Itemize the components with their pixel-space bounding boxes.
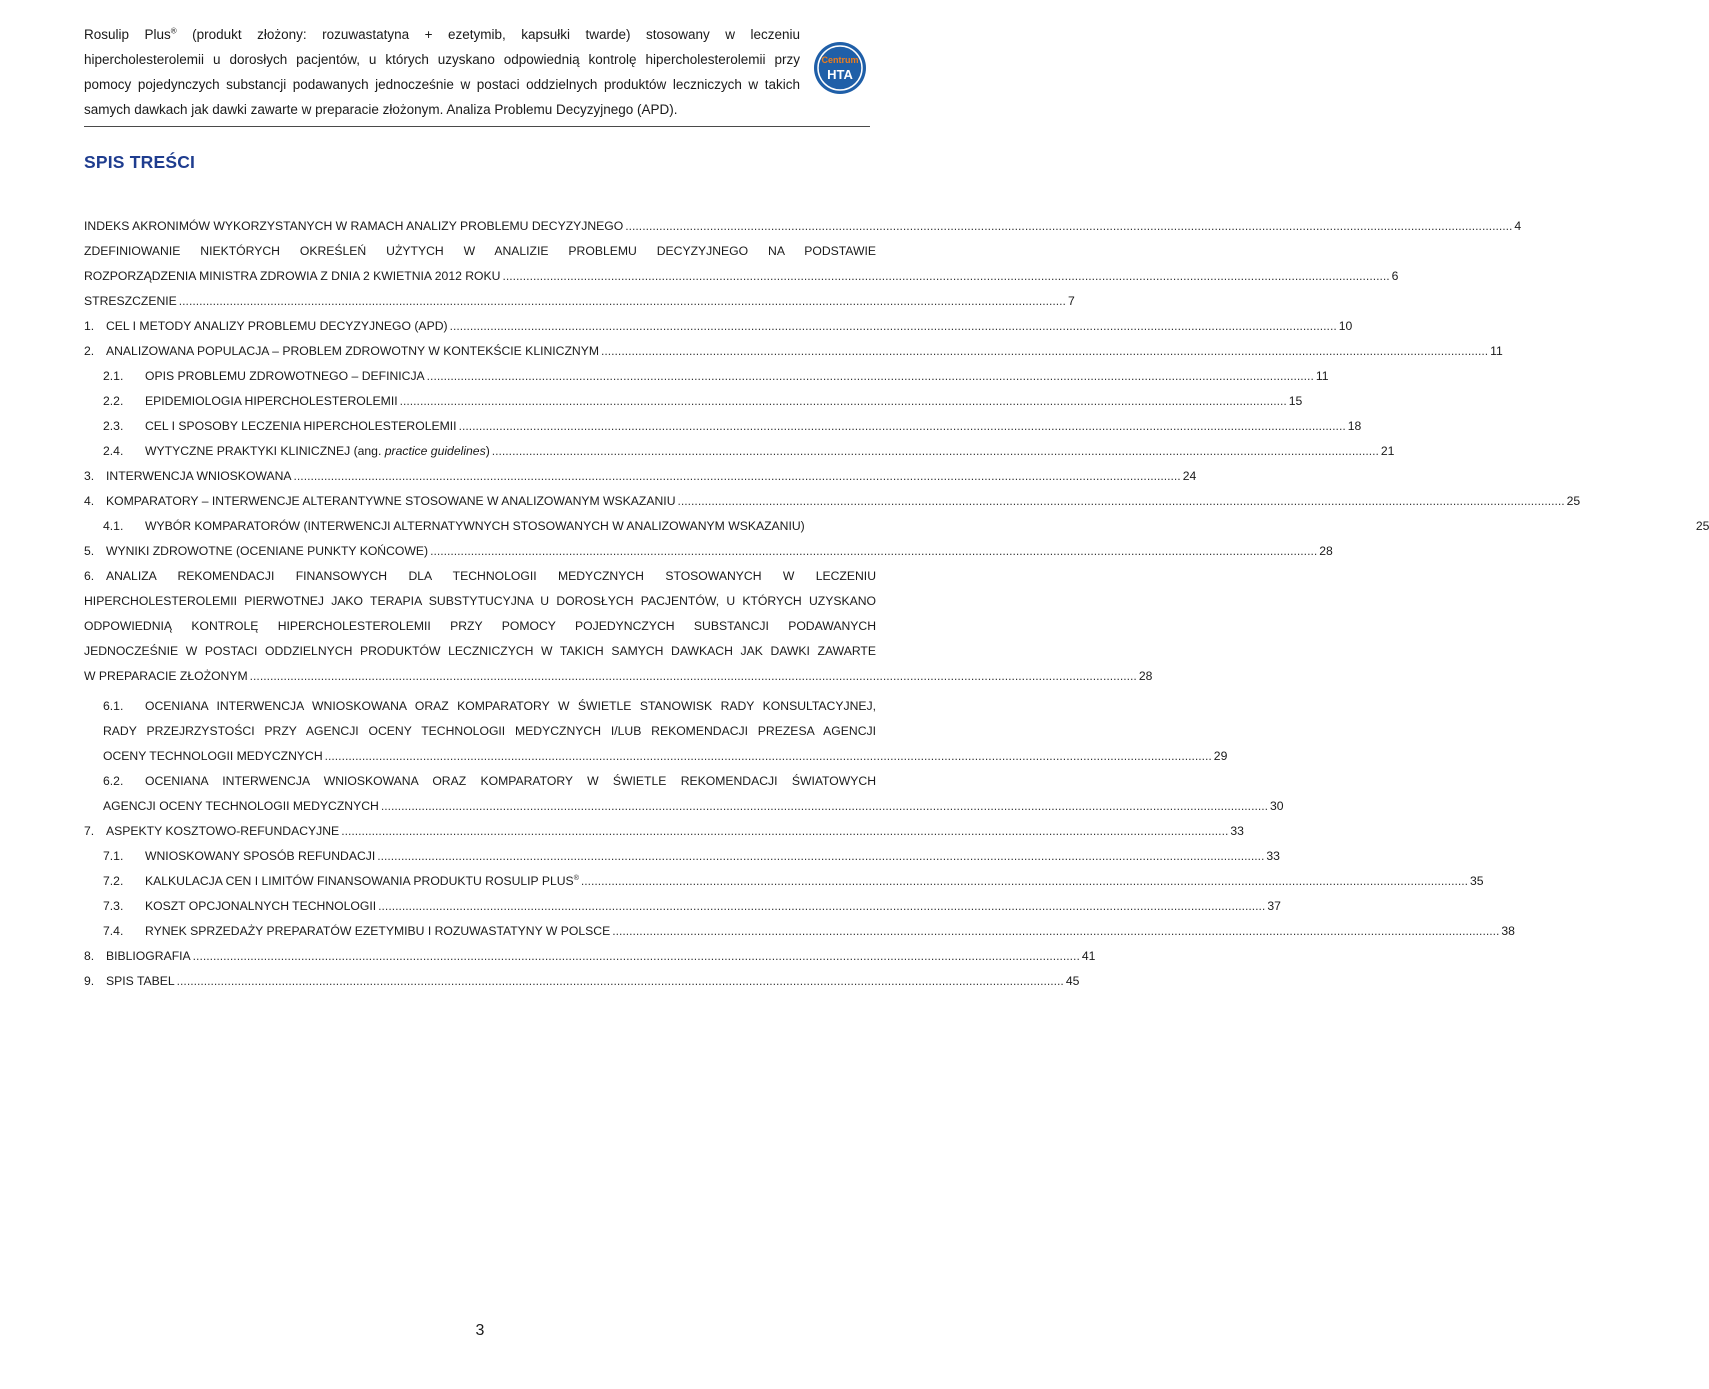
toc-page-number: 28: [1138, 669, 1153, 683]
toc-entry-line: ZDEFINIOWANIE NIEKTÓRYCH OKREŚLEŃ UŻYTYCH W ANALIZIE PROBLEMU DECYZYJNEGO NA PODSTAWIE: [84, 244, 876, 258]
toc-page-number: 7: [1067, 294, 1075, 308]
header-line-1: Rosulip Plus® (produkt złożony: rozuwastatyna + ezetymib, kapsułki twarde) stosowany w leczeniu: [84, 26, 800, 42]
toc-dot-leader: [601, 343, 1488, 359]
toc-entry-label: WNIOSKOWANY SPOSÓB REFUNDACJI: [145, 849, 376, 863]
toc-entry-line: JEDNOCZEŚNIE W POSTACI ODDZIELNYCH PRODUKTÓW LECZNICZYCH W TAKICH SAMYCH DAWKACH JAK DAWKI ZAWARTE: [84, 644, 876, 658]
toc-page-number: 11: [1490, 344, 1503, 358]
toc-page-number: 24: [1182, 469, 1197, 483]
toc-page-number: 41: [1081, 949, 1096, 963]
toc-entry-line: [103, 798, 1284, 814]
toc-entry-suffix: ): [485, 444, 490, 458]
document-header: [84, 22, 800, 122]
toc-entry-number: 6.1.: [103, 699, 124, 713]
toc-entry-label: WYTYCZNE PRAKTYKI KLINICZNEJ (ang.: [145, 444, 385, 458]
toc-entry-label: W PREPARACIE ZŁOŻONYM: [84, 669, 248, 683]
toc-page-number: 38: [1501, 924, 1515, 938]
toc-dot-leader: [625, 218, 1512, 234]
toc-entry-number: 1.: [84, 319, 95, 333]
toc-dot-leader: [378, 898, 1265, 914]
toc-entry-line: [84, 493, 1581, 509]
toc-entry-number: 2.: [84, 344, 95, 358]
header-divider: [84, 126, 870, 127]
toc-page-number: 29: [1213, 749, 1228, 763]
toc-entry-label: BIBLIOGRAFIA: [106, 949, 191, 963]
toc-page-number: 28: [1319, 544, 1333, 558]
toc-entry-number: 7.2.: [103, 874, 124, 888]
toc-page-number: 33: [1230, 824, 1244, 838]
toc-page-number: 25: [1566, 494, 1581, 508]
toc-entry-label: CEL I METODY ANALIZY PROBLEMU DECYZYJNEGO (APD): [106, 319, 448, 333]
toc-entry-number: 4.: [84, 494, 95, 508]
toc-dot-leader: [678, 493, 1565, 509]
registered-mark: ®: [573, 874, 579, 882]
toc-entry-label: OCENY TECHNOLOGII MEDYCZNYCH: [103, 749, 323, 763]
toc-entry-number: 4.1.: [103, 519, 124, 533]
toc-entry-line: OCENIANA INTERWENCJA WNIOSKOWANA ORAZ KOMPARATORY W ŚWIETLE STANOWISK RADY KONSULTACYJNEJ,: [145, 699, 876, 713]
toc-entry-label: STRESZCZENIE: [84, 294, 177, 308]
toc-entry-line: [84, 973, 1080, 989]
toc-entry[interactable]: [84, 543, 1333, 559]
toc-page-number: 15: [1288, 394, 1303, 408]
toc-entry-label: KOMPARATORY – INTERWENCJE ALTERANTYWNE STOSOWANE W ANALIZOWANYM WSKAZANIU: [106, 494, 676, 508]
toc-entry-line: [84, 268, 1399, 284]
toc-entry-line: [103, 443, 1395, 459]
toc-entry-number: 8.: [84, 949, 95, 963]
toc-dot-leader: [341, 823, 1228, 839]
toc-entry[interactable]: [103, 368, 1329, 384]
toc-entry-label: AGENCJI OCENY TECHNOLOGII MEDYCZNYCH: [103, 799, 379, 813]
toc-entry-label: OPIS PROBLEMU ZDROWOTNEGO – DEFINICJA: [145, 369, 425, 383]
toc-dot-leader: [250, 668, 1137, 684]
toc-entry-number: 3.: [84, 469, 95, 483]
toc-entry[interactable]: [84, 823, 1244, 839]
toc-entry[interactable]: [84, 973, 1080, 989]
toc-entry-number: 6.2.: [103, 774, 124, 788]
toc-entry-number: 7.3.: [103, 899, 124, 913]
toc-page-number: 45: [1065, 974, 1080, 988]
toc-title: SPIS TREŚCI: [84, 152, 196, 172]
toc-entry[interactable]: [84, 948, 1096, 964]
toc-dot-leader: [612, 923, 1499, 939]
toc-entry-line: RADY PRZEJRZYSTOŚCI PRZY AGENCJI OCENY TECHNOLOGII MEDYCZNYCH I/LUB REKOMENDACJI PREZESA AGENCJI: [103, 724, 876, 738]
toc-dot-leader: [427, 368, 1314, 384]
toc-entry[interactable]: [103, 443, 1395, 459]
toc-entry-label: ANALIZOWANA POPULACJA – PROBLEM ZDROWOTNY W KONTEKŚCIE KLINICZNYM: [106, 344, 599, 358]
toc-entry-number: 7.4.: [103, 924, 124, 938]
toc-entry-label: WYNIKI ZDROWOTNE (OCENIANE PUNKTY KOŃCOWE): [106, 544, 429, 558]
toc-entry-label: EPIDEMIOLOGIA HIPERCHOLESTEROLEMII: [145, 394, 398, 408]
toc-page-number: 25: [1695, 519, 1709, 533]
toc-dot-leader: [377, 848, 1264, 864]
toc-entry-label: ASPEKTY KOSZTOWO-REFUNDACYJNE: [106, 824, 340, 838]
toc-entry-line: [103, 923, 1515, 939]
toc-entry-number: 7.1.: [103, 849, 124, 863]
toc-page-number: 18: [1347, 419, 1362, 433]
toc-dot-leader: [294, 468, 1181, 484]
page-number: 3: [475, 1322, 485, 1339]
toc-entry[interactable]: [84, 243, 1399, 284]
toc-dot-leader: [459, 418, 1346, 434]
toc-entry-line: [84, 823, 1244, 839]
toc-entry-label: WYBÓR KOMPARATORÓW (INTERWENCJI ALTERNATYWNYCH STOSOWANYCH W ANALIZOWANYM WSKAZANIU): [145, 519, 805, 533]
toc-entry-line: [103, 518, 1709, 534]
toc-dot-leader: [325, 748, 1212, 764]
logo-text-bottom: HTA: [827, 67, 853, 82]
toc-entry-line: ODPOWIEDNIĄ KONTROLĘ HIPERCHOLESTEROLEMII PRZY POMOCY POJEDYNCZYCH SUBSTANCJI PODAWANYCH: [84, 619, 876, 633]
toc-page-number: 21: [1380, 444, 1395, 458]
toc-entry-label: SPIS TABEL: [106, 974, 175, 988]
toc-entry-number: 2.1.: [103, 369, 124, 383]
toc-entry[interactable]: [84, 468, 1197, 484]
toc-page-number: 35: [1470, 874, 1484, 888]
toc-dot-leader: [581, 873, 1468, 889]
toc-dot-leader: [177, 973, 1064, 989]
toc-entry-number: 2.3.: [103, 419, 124, 433]
toc-entry[interactable]: [103, 418, 1362, 434]
toc-entry[interactable]: [84, 318, 1353, 334]
toc-entry[interactable]: [103, 848, 1280, 864]
toc-dot-leader: [492, 443, 1379, 459]
toc-entry-label: CEL I SPOSOBY LECZENIA HIPERCHOLESTEROLEMII: [145, 419, 457, 433]
toc-entry-number: 2.4.: [103, 444, 124, 458]
logo-text-top: Centrum: [821, 55, 859, 65]
toc-dot-leader: [430, 543, 1317, 559]
toc-entry[interactable]: [84, 343, 1503, 359]
toc-page-number: 33: [1266, 849, 1280, 863]
toc-entry-line: [84, 948, 1096, 964]
toc-page-number: 30: [1270, 799, 1284, 813]
toc-entry-line: [84, 343, 1503, 359]
toc-entry-number: 7.: [84, 824, 95, 838]
toc-entry-label: INTERWENCJA WNIOSKOWANA: [106, 469, 292, 483]
toc-entry[interactable]: [103, 393, 1303, 409]
toc-entry-label: RYNEK SPRZEDAŻY PREPARATÓW EZETYMIBU I ROZUWASTATYNY W POLSCE: [145, 924, 611, 938]
registered-mark: ®: [170, 26, 177, 36]
toc-entry-line: [103, 418, 1362, 434]
toc-entry[interactable]: [84, 218, 1522, 234]
toc-entry-line: ANALIZA REKOMENDACJI FINANSOWYCH DLA TECHNOLOGII MEDYCZNYCH STOSOWANYCH W LECZENIU: [106, 569, 876, 583]
toc-entry[interactable]: [103, 873, 1484, 889]
toc-entry-line: [103, 748, 1228, 764]
toc-entry-line: [84, 318, 1353, 334]
toc-entry-line: [103, 873, 1484, 889]
header-line-3: pomocy pojedynczych substancji podawanych jednocześnie w postaci oddzielnych produktów leczniczych w takich: [84, 77, 800, 92]
centrum-hta-logo: [812, 40, 868, 96]
toc-entry-line: [103, 368, 1329, 384]
toc-entry-line: [84, 293, 1075, 309]
toc-entry[interactable]: [84, 293, 1075, 309]
toc-entry-line: [103, 898, 1281, 914]
toc-entry-number: 5.: [84, 544, 95, 558]
toc-dot-leader: [400, 393, 1287, 409]
toc-entry-line: [84, 668, 1153, 684]
toc-entry[interactable]: [103, 773, 1284, 814]
toc-entry-line: OCENIANA INTERWENCJA WNIOSKOWANA ORAZ KOMPARATORY W ŚWIETLE REKOMENDACJI ŚWIATOWYCH: [145, 774, 876, 788]
toc-entry-line: [84, 543, 1333, 559]
toc-page-number: 4: [1514, 219, 1522, 233]
toc-entry-line: HIPERCHOLESTEROLEMII PIERWOTNEJ JAKO TERAPIA SUBSTYTUCYJNA U DOROSŁYCH PACJENTÓW, U KTÓRYCH UZYSKANO: [84, 594, 876, 608]
toc-entry-number: 2.2.: [103, 394, 124, 408]
toc-entry[interactable]: [84, 493, 1581, 509]
header-line-2: hipercholesterolemii u dorosłych pacjentów, u których uzyskano odpowiednią kontrolę hipercholesterolemii przy: [84, 52, 800, 67]
toc-entry-label: ROZPORZĄDZENIA MINISTRA ZDROWIA Z DNIA 2 KWIETNIA 2012 ROKU: [84, 269, 501, 283]
toc-entry-number: 6.: [84, 569, 95, 583]
toc-entry-line: [103, 393, 1303, 409]
toc-entry-label: KOSZT OPCJONALNYCH TECHNOLOGII: [145, 899, 377, 913]
toc-entry[interactable]: [84, 568, 1153, 684]
toc-entry-line: [103, 848, 1280, 864]
toc-dot-leader: [193, 948, 1080, 964]
toc-entry[interactable]: [103, 923, 1515, 939]
header-line-4: samych dawkach jak dawki zawarte w preparacie złożonym. Analiza Problemu Decyzyjnego (APD).: [84, 102, 678, 117]
toc-page-number: 10: [1338, 319, 1353, 333]
toc-entry-label: INDEKS AKRONIMÓW WYKORZYSTANYCH W RAMACH ANALIZY PROBLEMU DECYZYJNEGO: [84, 219, 624, 233]
toc-dot-leader: [381, 798, 1268, 814]
toc-entry-italic: practice guidelines: [384, 444, 486, 458]
toc-entry-line: [84, 468, 1197, 484]
toc-entry[interactable]: [103, 698, 1228, 764]
toc-entry-line: [84, 218, 1522, 234]
toc-dot-leader: [502, 268, 1389, 284]
toc-dot-leader: [179, 293, 1066, 309]
toc-entry[interactable]: [103, 518, 1709, 534]
toc-page-number: 11: [1315, 369, 1329, 383]
toc-entry-label: KALKULACJA CEN I LIMITÓW FINANSOWANIA PRODUKTU ROSULIP PLUS: [145, 874, 574, 888]
toc-dot-leader: [450, 318, 1337, 334]
toc-entry-number: 9.: [84, 974, 95, 988]
toc-entry[interactable]: [103, 898, 1281, 914]
toc-page-number: 6: [1391, 269, 1399, 283]
toc-page-number: 37: [1267, 899, 1281, 913]
